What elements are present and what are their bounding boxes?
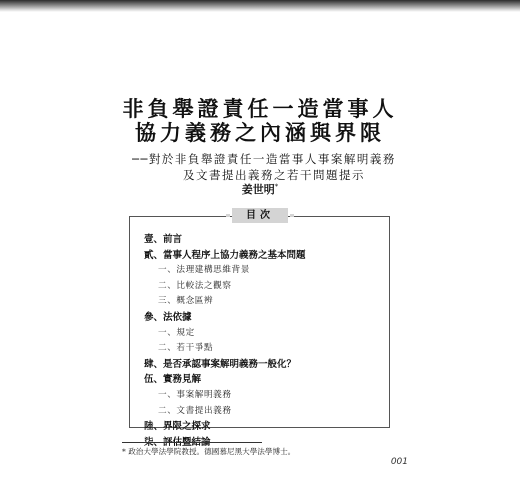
toc-entry: 一、規定 bbox=[158, 327, 195, 338]
author-name bbox=[0, 181, 520, 197]
toc-heading-tab bbox=[232, 208, 288, 223]
footnote-separator bbox=[122, 442, 262, 443]
toc-tab-left-notch bbox=[226, 214, 230, 217]
author-footnote-mark: * bbox=[274, 182, 279, 191]
toc-entry: 參、法依據 bbox=[144, 311, 192, 323]
page-number: 001 bbox=[390, 457, 408, 467]
article-title-line2: 協力義務之內涵與界限 bbox=[135, 120, 385, 145]
toc-entry: 柒、評估暨結論 bbox=[144, 436, 211, 448]
toc-entry: 一、事案解明義務 bbox=[158, 389, 232, 400]
top-decorative-bar bbox=[0, 0, 520, 12]
toc-entry: 壹、前言 bbox=[144, 234, 183, 245]
author-name-text: 姜世明 bbox=[241, 183, 275, 196]
toc-entry: 陸、界限之探求 bbox=[144, 421, 211, 433]
article-subtitle-line1: ──對於非負舉證責任一造當事人事案解明義務 bbox=[132, 152, 396, 166]
toc-tab-right-notch bbox=[290, 214, 294, 217]
toc-entry: 一、法理建構思維背景 bbox=[158, 265, 250, 276]
toc-entry: 二、文書提出義務 bbox=[158, 405, 232, 416]
toc-entry: 二、若干爭點 bbox=[158, 343, 214, 354]
toc-entry: 三、概念區辨 bbox=[158, 296, 214, 307]
article-title-line1: 非負舉證責任一造當事人 bbox=[122, 96, 398, 121]
footnote: * 政治大學法學院教授。德國慕尼黑大學法學博士。 bbox=[122, 447, 296, 456]
toc-entry: 二、比較法之觀察 bbox=[158, 280, 232, 291]
article-subtitle-line2: 及文書提出義務之若干問題提示 bbox=[183, 168, 365, 182]
toc-entry: 伍、實務見解 bbox=[144, 374, 202, 386]
toc-entry: 肆、是否承認事案解明義務一般化？ bbox=[144, 358, 297, 370]
toc-entry: 貳、當事人程序上協力義務之基本問題 bbox=[144, 249, 306, 261]
toc-heading: 目次 bbox=[246, 210, 274, 221]
toc-list bbox=[144, 232, 374, 450]
